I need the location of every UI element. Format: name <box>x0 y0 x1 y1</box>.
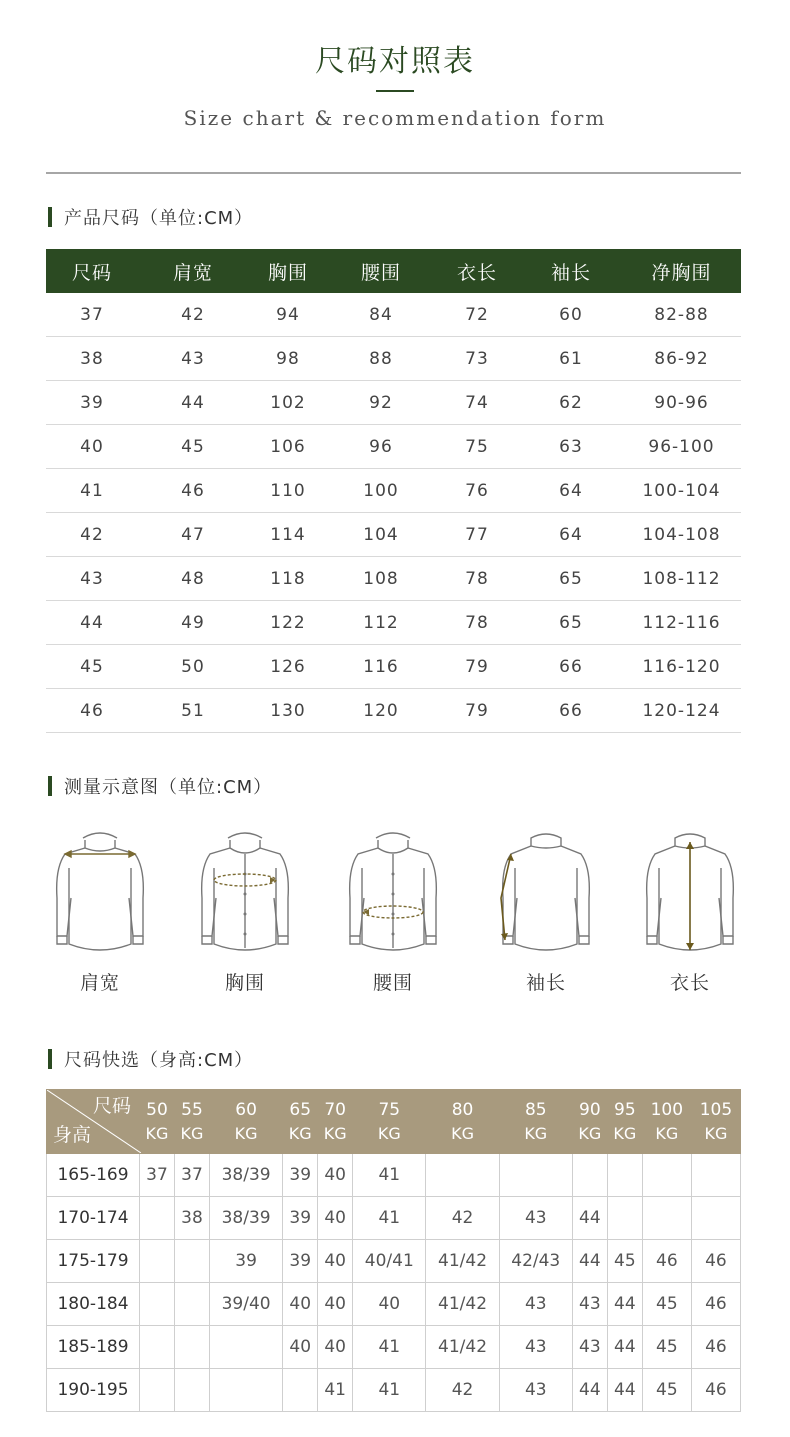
table-row <box>47 1197 741 1240</box>
table-cell: 122 <box>270 612 306 633</box>
size-cell <box>642 1197 691 1240</box>
table-row <box>46 425 741 469</box>
weight-unit: KG <box>613 1123 637 1143</box>
weight-unit: KG <box>180 1123 204 1143</box>
table-cell: 79 <box>465 656 489 677</box>
table-cell: 100 <box>363 480 399 501</box>
shirt-sleeve-icon <box>491 828 601 954</box>
page-subtitle: Size chart & recommendation form <box>183 106 607 130</box>
weight-value: 55 <box>181 1099 203 1120</box>
size-cell <box>209 1369 282 1412</box>
table-cell: 102 <box>270 392 306 413</box>
table-cell: 62 <box>559 392 583 413</box>
measure-label: 肩宽 <box>79 972 120 994</box>
table-cell: 42 <box>181 304 205 325</box>
size-cell: 40 <box>318 1240 353 1283</box>
weight-header <box>572 1090 607 1154</box>
heading-bar <box>48 207 52 227</box>
table-cell: 75 <box>465 436 489 457</box>
table-cell: 44 <box>181 392 205 413</box>
table-cell: 64 <box>559 524 583 545</box>
table-cell: 47 <box>181 524 205 545</box>
height-cell: 180-184 <box>47 1283 140 1326</box>
weight-unit: KG <box>524 1123 548 1143</box>
height-cell: 165-169 <box>47 1154 140 1197</box>
weight-value: 60 <box>235 1099 257 1120</box>
col-header: 肩宽 <box>172 261 213 284</box>
size-cell: 37 <box>174 1154 209 1197</box>
quick-section-title: 尺码快选（身高:CM） <box>64 1050 254 1071</box>
weight-unit: KG <box>377 1123 401 1143</box>
shirt-diagram-shoulder <box>30 828 170 995</box>
table-cell: 43 <box>80 568 104 589</box>
table-row <box>46 469 741 513</box>
size-cell: 43 <box>499 1369 572 1412</box>
table-cell: 73 <box>465 348 489 369</box>
weight-unit: KG <box>234 1123 258 1143</box>
table-cell: 116 <box>363 656 399 677</box>
size-cell: 41/42 <box>426 1240 499 1283</box>
size-table-header <box>46 249 741 293</box>
table-cell: 130 <box>270 700 306 721</box>
size-cell: 45 <box>642 1326 691 1369</box>
weight-value: 105 <box>699 1099 733 1120</box>
table-cell: 120 <box>363 700 399 721</box>
size-cell <box>572 1154 607 1197</box>
table-cell: 65 <box>559 612 583 633</box>
weight-header <box>691 1090 740 1154</box>
size-cell: 41 <box>353 1154 426 1197</box>
shirt-length-icon <box>635 828 745 954</box>
table-cell: 79 <box>465 700 489 721</box>
size-cell: 40 <box>283 1283 318 1326</box>
weight-header <box>499 1090 572 1154</box>
col-header: 尺码 <box>71 261 112 284</box>
table-cell: 60 <box>559 304 583 325</box>
weight-value: 70 <box>324 1099 346 1120</box>
table-cell: 49 <box>181 612 205 633</box>
size-cell: 38 <box>174 1197 209 1240</box>
col-header: 腰围 <box>360 261 401 284</box>
table-cell: 112 <box>363 612 399 633</box>
table-cell: 116-120 <box>642 656 721 677</box>
size-cell: 46 <box>691 1240 740 1283</box>
table-cell: 86-92 <box>654 348 709 369</box>
quick-section-heading <box>48 1048 253 1070</box>
size-cell <box>140 1197 175 1240</box>
table-cell: 40 <box>80 436 104 457</box>
measure-label: 腰围 <box>372 972 413 994</box>
size-cell: 41 <box>318 1369 353 1412</box>
table-cell: 41 <box>80 480 104 501</box>
corner-height-label: 身高 <box>53 1124 92 1146</box>
table-cell: 43 <box>181 348 205 369</box>
weight-unit: KG <box>323 1123 347 1143</box>
table-cell: 98 <box>276 348 300 369</box>
table-cell: 61 <box>559 348 583 369</box>
size-cell: 45 <box>607 1240 642 1283</box>
weight-value: 50 <box>146 1099 168 1120</box>
shirt-diagram-length <box>620 828 760 995</box>
size-cell: 44 <box>572 1240 607 1283</box>
table-cell: 96 <box>369 436 393 457</box>
table-cell: 118 <box>270 568 306 589</box>
shirt-diagram-waist <box>323 828 463 995</box>
table-cell: 66 <box>559 656 583 677</box>
table-cell: 37 <box>80 304 104 325</box>
table-cell: 64 <box>559 480 583 501</box>
weight-value: 75 <box>378 1099 401 1120</box>
weight-header <box>426 1090 499 1154</box>
size-cell: 37 <box>140 1154 175 1197</box>
size-cell: 38/39 <box>209 1197 282 1240</box>
size-cell <box>642 1154 691 1197</box>
table-row <box>46 381 741 425</box>
size-cell: 43 <box>499 1326 572 1369</box>
weight-value: 85 <box>524 1099 547 1120</box>
size-cell: 45 <box>642 1369 691 1412</box>
table-cell: 65 <box>559 568 583 589</box>
size-cell: 39 <box>283 1154 318 1197</box>
shirt-chest-icon <box>190 828 300 954</box>
table-cell: 66 <box>559 700 583 721</box>
measure-section-heading <box>48 775 272 797</box>
table-cell: 108-112 <box>642 568 721 589</box>
table-cell: 126 <box>270 656 306 677</box>
size-section-heading <box>48 206 253 228</box>
size-cell: 44 <box>572 1369 607 1412</box>
weight-header <box>318 1090 353 1154</box>
size-cell <box>283 1369 318 1412</box>
table-row <box>47 1369 741 1412</box>
table-cell: 82-88 <box>654 304 709 325</box>
size-cell <box>607 1154 642 1197</box>
table-cell: 106 <box>270 436 306 457</box>
size-cell <box>691 1154 740 1197</box>
height-cell: 185-189 <box>47 1326 140 1369</box>
page-title: 尺码对照表 <box>315 44 475 79</box>
col-header: 衣长 <box>456 261 497 284</box>
weight-header <box>140 1090 175 1154</box>
table-cell: 78 <box>465 612 489 633</box>
size-cell <box>691 1197 740 1240</box>
weight-header <box>174 1090 209 1154</box>
weight-header <box>607 1090 642 1154</box>
size-cell: 39 <box>283 1197 318 1240</box>
table-row <box>46 601 741 645</box>
size-cell: 46 <box>642 1240 691 1283</box>
size-cell: 40 <box>318 1154 353 1197</box>
weight-value: 95 <box>614 1099 636 1120</box>
size-cell <box>174 1283 209 1326</box>
weight-header <box>353 1090 426 1154</box>
size-cell: 44 <box>607 1283 642 1326</box>
table-row <box>46 293 741 337</box>
measure-label: 袖长 <box>525 972 566 994</box>
size-cell: 44 <box>572 1197 607 1240</box>
weight-value: 80 <box>451 1099 474 1120</box>
table-row <box>46 513 741 557</box>
size-cell: 40 <box>318 1197 353 1240</box>
size-cell <box>499 1154 572 1197</box>
col-header: 袖长 <box>550 261 591 284</box>
weight-unit: KG <box>145 1123 169 1143</box>
table-cell: 51 <box>181 700 205 721</box>
table-cell: 92 <box>369 392 393 413</box>
weight-unit: KG <box>704 1123 728 1143</box>
size-cell: 46 <box>691 1326 740 1369</box>
title-divider <box>376 90 414 92</box>
table-row <box>46 557 741 601</box>
weight-unit: KG <box>451 1123 474 1143</box>
corner-size-label: 尺码 <box>92 1095 131 1117</box>
table-row <box>47 1326 741 1369</box>
table-cell: 74 <box>465 392 489 413</box>
size-cell: 39 <box>283 1240 318 1283</box>
size-cell: 43 <box>499 1197 572 1240</box>
table-row <box>46 645 741 689</box>
table-cell: 76 <box>465 480 489 501</box>
height-cell: 190-195 <box>47 1369 140 1412</box>
table-cell: 42 <box>80 524 104 545</box>
shirt-waist-icon <box>338 828 448 954</box>
size-cell <box>140 1369 175 1412</box>
size-cell: 45 <box>642 1283 691 1326</box>
table-cell: 45 <box>181 436 205 457</box>
size-cell <box>140 1240 175 1283</box>
weight-header <box>283 1090 318 1154</box>
weight-unit: KG <box>578 1123 602 1143</box>
size-cell: 38/39 <box>209 1154 282 1197</box>
size-cell: 40/41 <box>353 1240 426 1283</box>
table-cell: 100-104 <box>642 480 721 501</box>
table-cell: 46 <box>80 700 104 721</box>
table-cell: 108 <box>363 568 399 589</box>
table-cell: 114 <box>270 524 306 545</box>
weight-unit: KG <box>288 1123 312 1143</box>
size-cell: 43 <box>572 1326 607 1369</box>
table-cell: 50 <box>181 656 205 677</box>
table-cell: 84 <box>369 304 393 325</box>
weight-unit: KG <box>655 1123 679 1143</box>
weight-header <box>209 1090 282 1154</box>
table-cell: 96-100 <box>648 436 715 457</box>
size-cell: 41 <box>353 1326 426 1369</box>
table-row <box>47 1283 741 1326</box>
measure-label: 衣长 <box>669 972 710 994</box>
col-header: 净胸围 <box>651 261 712 284</box>
shirt-diagram-sleeve <box>476 828 616 995</box>
section-divider <box>46 172 741 174</box>
weight-value: 90 <box>579 1099 601 1120</box>
size-cell: 40 <box>318 1283 353 1326</box>
size-cell: 39/40 <box>209 1283 282 1326</box>
size-cell: 40 <box>283 1326 318 1369</box>
height-cell: 175-179 <box>47 1240 140 1283</box>
table-cell: 44 <box>80 612 104 633</box>
heading-bar <box>48 776 52 796</box>
table-cell: 94 <box>276 304 300 325</box>
table-row <box>47 1240 741 1283</box>
size-cell: 46 <box>691 1283 740 1326</box>
shirt-shoulder-icon <box>45 828 155 954</box>
col-header: 胸围 <box>267 261 308 284</box>
size-cell: 43 <box>572 1283 607 1326</box>
size-cell: 41 <box>353 1197 426 1240</box>
weight-value: 100 <box>650 1099 684 1120</box>
size-cell: 41/42 <box>426 1283 499 1326</box>
size-cell <box>140 1326 175 1369</box>
table-cell: 110 <box>270 480 306 501</box>
size-cell <box>426 1154 499 1197</box>
table-row <box>46 337 741 381</box>
table-cell: 38 <box>80 348 104 369</box>
height-cell: 170-174 <box>47 1197 140 1240</box>
size-cell: 40 <box>318 1326 353 1369</box>
size-cell: 39 <box>209 1240 282 1283</box>
quick-select-table <box>46 1089 741 1412</box>
measure-label: 胸围 <box>224 972 265 994</box>
size-cell: 41/42 <box>426 1326 499 1369</box>
size-cell: 43 <box>499 1283 572 1326</box>
size-cell <box>607 1197 642 1240</box>
size-cell: 44 <box>607 1326 642 1369</box>
table-cell: 112-116 <box>642 612 721 633</box>
size-cell <box>140 1283 175 1326</box>
table-cell: 88 <box>369 348 393 369</box>
table-row <box>46 689 741 733</box>
size-cell: 42 <box>426 1369 499 1412</box>
quick-table-header <box>47 1090 741 1154</box>
table-cell: 39 <box>80 392 104 413</box>
size-cell: 44 <box>607 1369 642 1412</box>
table-cell: 45 <box>80 656 104 677</box>
size-cell: 41 <box>353 1369 426 1412</box>
table-row <box>47 1154 741 1197</box>
size-cell: 42 <box>426 1197 499 1240</box>
size-cell <box>174 1369 209 1412</box>
corner-cell <box>47 1090 140 1154</box>
size-cell: 40 <box>353 1283 426 1326</box>
table-cell: 48 <box>181 568 205 589</box>
size-cell: 46 <box>691 1369 740 1412</box>
table-cell: 120-124 <box>642 700 721 721</box>
size-table <box>46 249 741 733</box>
table-cell: 72 <box>465 304 489 325</box>
measurement-diagrams <box>30 828 760 1008</box>
shirt-diagram-chest <box>175 828 315 995</box>
table-cell: 104 <box>363 524 399 545</box>
size-cell: 42/43 <box>499 1240 572 1283</box>
measure-section-title: 测量示意图（单位:CM） <box>64 777 273 798</box>
table-cell: 63 <box>559 436 583 457</box>
table-cell: 77 <box>465 524 489 545</box>
heading-bar <box>48 1049 52 1069</box>
table-cell: 46 <box>181 480 205 501</box>
size-cell <box>174 1326 209 1369</box>
table-cell: 90-96 <box>654 392 709 413</box>
size-section-title: 产品尺码（单位:CM） <box>64 208 254 229</box>
table-cell: 104-108 <box>642 524 721 545</box>
table-cell: 78 <box>465 568 489 589</box>
size-cell <box>209 1326 282 1369</box>
size-cell <box>174 1240 209 1283</box>
weight-header <box>642 1090 691 1154</box>
weight-value: 65 <box>289 1099 312 1120</box>
